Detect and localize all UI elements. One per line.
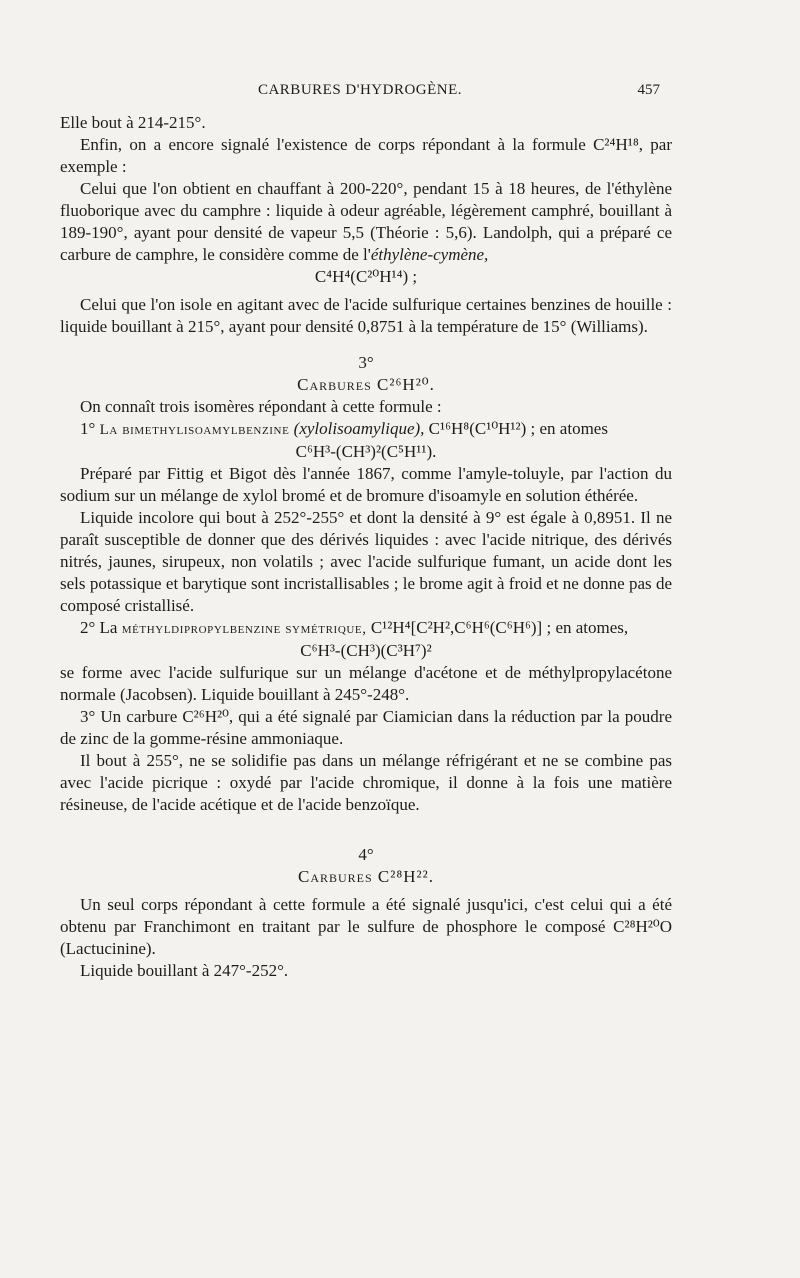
section-3-number: 3° [358,353,374,372]
paragraph-final-boiling: Liquide bouillant à 247°-252°. [80,961,289,980]
isomer-2-name: méthyldipropylbenzine symétrique, [121,621,367,637]
isomer-1-number: 1° [80,419,100,438]
paragraph-jacobsen: se forme avec l'acide sulfurique sur un mélange d'acétone et de méthylpropylacétone normale (Jacobsen). Liquide bouillant à 245°-248°. [60,663,672,704]
running-title: CARBURES D'HYDROGÈNE. [257,82,463,98]
isomer-1-alt-name: (xylolisoamylique), [293,419,425,438]
section-3-title: Carbures C²⁶H²⁰. [297,375,435,394]
section-4-number: 4° [358,845,374,864]
isomer-1-name: La bimethylisoamylbenzine [99,422,290,438]
body-text [60,112,672,982]
paragraph-landolph-term: éthylène-cymène, [370,245,489,264]
paragraph-isomer-1 [60,418,672,441]
paragraph-formula-intro: Enfin, on a encore signalé l'existence de corps répondant à la formule C²⁴H¹⁸, par exemple : [60,135,672,176]
paragraph-isomer-2 [60,617,672,640]
paragraph-boiling-point: Elle bout à 214-215°. [60,113,206,132]
formula-isomer-2-atoms: C⁶H³-(CH³)(C³H⁷)² [300,641,432,660]
paragraph-landolph-text: Celui que l'on obtient en chauffant à 200-220°, pendant 15 à 18 heures, de l'éthylène fluoborique avec du camphre : liquide à odeur agréable, légèrement camphré, bouillant à 189-190°, ayant pour densité de vapeur 5,5 (Théorie : 5,6). Landolph, qui a préparé ce carbure de camphre, le considère comme de l' [60,179,672,264]
paragraph-isomer-3: 3° Un carbure C²⁶H²⁰, qui a été signalé par Ciamician dans la réduction par la poudre de zinc de la gomme-résine ammoniaque. [60,707,672,748]
section-4-title: Carbures C²⁸H²². [297,867,435,886]
paragraph-landolph [60,178,672,266]
isomer-1-formula: C¹⁶H⁸(C¹⁰H¹²) ; en atomes [424,419,608,438]
page-header [60,82,660,102]
page-number: 457 [637,82,660,98]
paragraph-isomer-3-properties: Il bout à 255°, ne se solidifie pas dans un mélange réfrigérant et ne se combine pas avec l'acide picrique : oxydé par l'acide chromique, il donne à la fois une matière résineuse, de l'acide acétique et de l'acide benzoïque. [60,751,672,814]
paragraph-fittig-bigot: Préparé par Fittig et Bigot dès l'année 1867, comme l'amyle-toluyle, par l'action du sodium sur un mélange de xylol bromé et de bromure d'isoamyle en solution éthérée. [60,464,672,505]
formula-isomer-1-atoms: C⁶H³-(CH³)²(C⁵H¹¹). [295,442,437,461]
paragraph-three-isomers: On connaît trois isomères répondant à cette formule : [80,397,442,416]
paragraph-williams: Celui que l'on isole en agitant avec de l'acide sulfurique certaines benzines de houille : liquide bouillant à 215°, ayant pour densité 0,8751 à la température de 15° (Williams). [60,295,672,336]
paragraph-isomer-1-properties: Liquide incolore qui bout à 252°-255° et dont la densité à 9° est égale à 0,8951. Il ne paraît susceptible de donner que des dérivés liquides : avec l'acide nitrique, des dérivés nitrés, jaunes, sirupeux, non volatils ; avec l'acide sulfurique fumant, un acide dont les sels potassique et barytique sont incristallisables ; le brome agit à froid et ne donne pas de composé cristallisé. [60,508,672,615]
isomer-2-formula: C¹²H⁴[C²H²,C⁶H⁶(C⁶H⁶)] ; en atomes, [366,618,629,637]
paragraph-franchimont: Un seul corps répondant à cette formule a été signalé jusqu'ici, c'est celui qui a été obtenu par Franchimont en traitant par le sulfure de phosphore le composé C²⁸H²⁰O (Lactucinine). [60,895,672,958]
isomer-2-number: 2° La [80,618,122,637]
formula-ethylene-cymene: C⁴H⁴(C²⁰H¹⁴) ; [314,267,418,286]
